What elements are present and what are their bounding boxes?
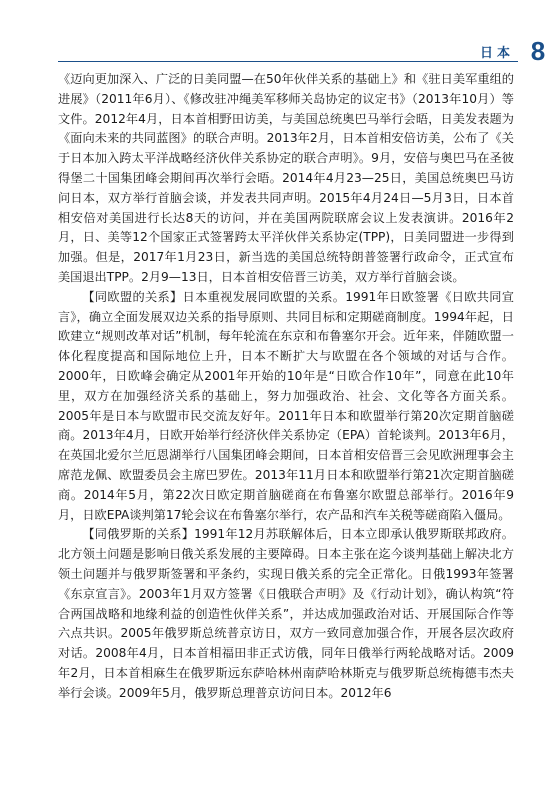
paragraph-text: 1991年12月苏联解体后，日本立即承认俄罗斯联邦政府。北方领土问题是影响日俄关系发展的主要障碍。日本主张在迄今谈判基础上解决北方领土问题并与俄罗斯签署和平条约，实现日俄关系的完全正常化。日俄1993年签署《东京宣言》。2003年1月双方签署《日俄联合声明》及《行动计划》，确认构筑“符合两国战略和地缘利益的创造性伙伴关系”，并达成加强政治对话、开展国际合作等六点共识。2005年俄罗斯总统普京访日，双方一致同意加强合作，开展各层次政府对话。2008年4月，日本首相福田非正式访俄，同年日俄举行两轮战略对话。2009年2月，日本首相麻生在俄罗斯远东萨哈林州南萨哈林斯克与俄罗斯总统梅德韦杰夫举行会谈。2009年5月，俄罗斯总理普京访问日本。2012年6 bbox=[58, 527, 514, 700]
body-text bbox=[58, 70, 514, 704]
paragraph-text: 《迈向更加深入、广泛的日美同盟—在50年伙伴关系的基础上》和《驻日美军重组的进展》（2011年6月）、《修改驻冲绳美军移师关岛协定的议定书》（2013年10月）等文件。2012年4月，日本首相野田访美，与美国总统奥巴马举行会晤，日美发表题为《面向未来的共同蓝图》的联合声明。2013年2月，日本首相安倍访美，公布了《关于日本加入跨太平洋战略经济伙伴关系协定的联合声明》。9月，安倍与奥巴马在圣彼得堡二十国集团峰会期间再次举行会晤。2014年4月23—25日，美国总统奥巴马访问日本，双方举行首脑会谈，并发表共同声明。2015年4月24日—5月3日，日本首相安倍对美国进行长达8天的访问，并在美国两院联席会议上发表演讲。2016年2月，日、美等12个国家正式签署跨太平洋伙伴关系协定(TPP)，日美同盟进一步得到加强。但是，2017年1月23日，新当选的美国总统特朗普签署行政命令，正式宣布美国退出TPP。2月9—13日，日本首相安倍晋三访美，双方举行首脑会谈。 bbox=[58, 72, 514, 284]
header-rule bbox=[58, 61, 518, 62]
paragraph-eu-relations bbox=[58, 288, 514, 526]
paragraph-us-relations bbox=[58, 70, 514, 288]
section-heading-russia: 【同俄罗斯的关系】 bbox=[82, 527, 195, 542]
running-header-title: 日本 bbox=[479, 46, 514, 61]
page-number: 8 bbox=[530, 36, 546, 66]
paragraph-text: 日本重视发展同欧盟的关系。1991年日欧签署《日欧共同宣言》，确立全面发展双边关系的指导原则、共同目标和定期磋商制度。1994年起，日欧建立“规则改革对话”机制，每年轮流在东京和布鲁塞尔开会。近年来，伴随欧盟一体化程度提高和国际地位上升，日本不断扩大与欧盟在各个领域的对话与合作。2000年，日欧峰会确定从2001年开始的10年是“日欧合作10年”，同意在此10年里，双方在加强经济关系的基础上，努力加强政治、社会、文化等各方面关系。2005年是日本与欧盟市民交流友好年。2011年日本和欧盟举行第20次定期首脑磋商。2013年4月，日欧开始举行经济伙伴关系协定（EPA）首轮谈判。2013年6月，在英国北爱尔兰厄恩湖举行八国集团峰会期间，日本首相安倍晋三会见欧洲理事会主席范龙佩、欧盟委员会主席巴罗佐。2013年11月日本和欧盟举行第21次定期首脑磋商。2014年5月，第22次日欧定期首脑磋商在布鲁塞尔欧盟总部举行。2016年9月，日欧EPA谈判第17轮会议在布鲁塞尔举行，农产品和汽车关税等磋商陷入僵局。 bbox=[58, 289, 514, 522]
paragraph-russia-relations bbox=[58, 525, 514, 703]
section-heading-eu: 【同欧盟的关系】 bbox=[82, 289, 183, 304]
